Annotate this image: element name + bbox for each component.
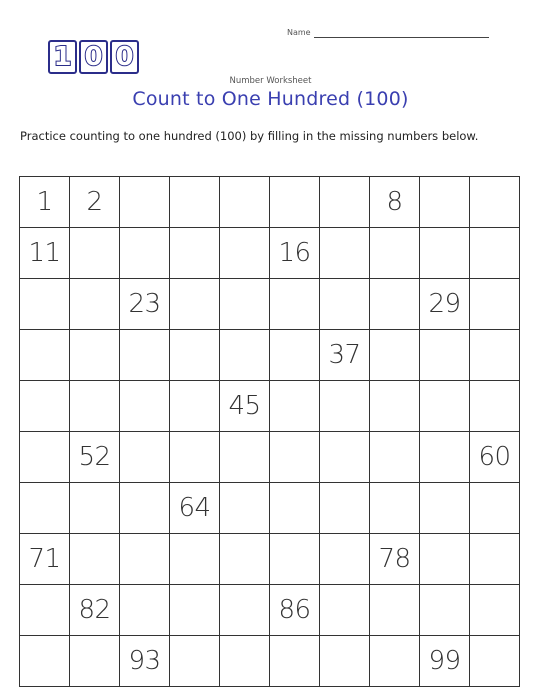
grid-cell: 99 [420,636,470,687]
grid-cell[interactable] [270,279,320,330]
grid-row [20,330,520,381]
grid-cell[interactable] [170,636,220,687]
grid-cell[interactable] [170,585,220,636]
name-label: Name [287,28,311,37]
instructions: Practice counting to one hundred (100) by filling in the missing numbers below. [20,129,479,143]
grid-cell[interactable] [70,483,120,534]
grid-cell[interactable] [370,483,420,534]
grid-cell[interactable] [470,585,520,636]
grid-cell[interactable] [70,534,120,585]
grid-cell[interactable] [320,483,370,534]
grid-cell[interactable] [420,432,470,483]
grid-cell[interactable] [270,636,320,687]
logo-digit: 1 [48,40,77,74]
grid-cell[interactable] [20,381,70,432]
logo-100 [48,40,139,74]
grid-cell[interactable] [220,279,270,330]
grid-cell[interactable] [20,636,70,687]
grid-cell[interactable] [120,432,170,483]
grid-cell[interactable] [70,636,120,687]
grid-cell: 8 [370,177,420,228]
grid-cell[interactable] [370,636,420,687]
grid-cell[interactable] [170,534,220,585]
grid-cell[interactable] [420,585,470,636]
grid-cell[interactable] [270,177,320,228]
grid-cell: 52 [70,432,120,483]
grid-cell[interactable] [420,177,470,228]
logo-digit: 0 [79,40,108,74]
grid-cell[interactable] [120,585,170,636]
grid-cell[interactable] [320,279,370,330]
grid-cell: 1 [20,177,70,228]
grid-cell[interactable] [20,483,70,534]
grid-cell: 78 [370,534,420,585]
grid-cell[interactable] [170,177,220,228]
grid-row [20,636,520,687]
grid-cell[interactable] [220,432,270,483]
grid-cell[interactable] [270,483,320,534]
grid-cell[interactable] [270,534,320,585]
grid-cell[interactable] [470,177,520,228]
grid-cell[interactable] [120,483,170,534]
grid-cell: 64 [170,483,220,534]
grid-cell[interactable] [470,483,520,534]
grid-cell[interactable] [470,279,520,330]
grid-cell[interactable] [220,483,270,534]
grid-cell[interactable] [20,330,70,381]
grid-cell[interactable] [320,177,370,228]
grid-cell[interactable] [120,330,170,381]
grid-cell[interactable] [120,534,170,585]
grid-row [20,585,520,636]
grid-cell[interactable] [470,228,520,279]
grid-cell[interactable] [120,381,170,432]
grid-cell: 11 [20,228,70,279]
grid-cell[interactable] [170,432,220,483]
grid-row [20,432,520,483]
grid-cell[interactable] [220,585,270,636]
grid-cell[interactable] [70,330,120,381]
grid-cell[interactable] [120,177,170,228]
grid-cell: 93 [120,636,170,687]
grid-cell[interactable] [370,279,420,330]
grid-cell[interactable] [220,534,270,585]
grid-cell[interactable] [120,228,170,279]
grid-cell[interactable] [220,177,270,228]
grid-cell[interactable] [70,279,120,330]
grid-cell[interactable] [470,534,520,585]
grid-row [20,228,520,279]
logo-digit: 0 [110,40,139,74]
grid-cell[interactable] [470,381,520,432]
grid-cell[interactable] [20,432,70,483]
grid-cell[interactable] [170,279,220,330]
grid-cell[interactable] [420,534,470,585]
grid-cell: 86 [270,585,320,636]
grid-cell[interactable] [270,381,320,432]
grid-cell[interactable] [70,228,120,279]
grid-cell[interactable] [370,228,420,279]
grid-cell: 16 [270,228,320,279]
grid-cell: 82 [70,585,120,636]
grid-row [20,279,520,330]
name-line[interactable] [314,29,489,38]
grid-cell[interactable] [320,432,370,483]
worksheet-title: Count to One Hundred (100) [132,88,409,110]
grid-cell: 23 [120,279,170,330]
grid-cell: 71 [20,534,70,585]
grid-cell[interactable] [170,228,220,279]
grid-cell[interactable] [220,636,270,687]
grid-cell[interactable] [320,636,370,687]
grid-cell[interactable] [370,330,420,381]
grid-cell[interactable] [470,636,520,687]
grid-cell[interactable] [470,330,520,381]
grid-cell[interactable] [170,330,220,381]
grid-cell[interactable] [20,585,70,636]
grid-cell: 2 [70,177,120,228]
grid-cell[interactable] [270,432,320,483]
grid-cell[interactable] [220,330,270,381]
grid-row [20,534,520,585]
worksheet-subtitle: Number Worksheet [229,76,312,86]
grid-cell[interactable] [320,228,370,279]
grid-row [20,381,520,432]
grid-cell[interactable] [370,432,420,483]
grid-cell[interactable] [370,585,420,636]
grid-cell[interactable] [70,381,120,432]
name-field[interactable] [287,28,489,38]
grid-cell[interactable] [320,381,370,432]
grid-cell: 60 [470,432,520,483]
grid-cell[interactable] [370,381,420,432]
grid-cell: 45 [220,381,270,432]
grid-row [20,483,520,534]
grid-cell[interactable] [320,534,370,585]
grid-cell[interactable] [170,381,220,432]
grid-cell[interactable] [270,330,320,381]
grid-cell[interactable] [20,279,70,330]
grid-cell[interactable] [420,330,470,381]
grid-cell: 37 [320,330,370,381]
grid-cell[interactable] [220,228,270,279]
grid-cell: 29 [420,279,470,330]
grid-row [20,177,520,228]
grid-cell[interactable] [420,228,470,279]
grid-cell[interactable] [320,585,370,636]
grid-cell[interactable] [420,483,470,534]
grid-cell[interactable] [420,381,470,432]
hundred-grid [19,176,520,687]
